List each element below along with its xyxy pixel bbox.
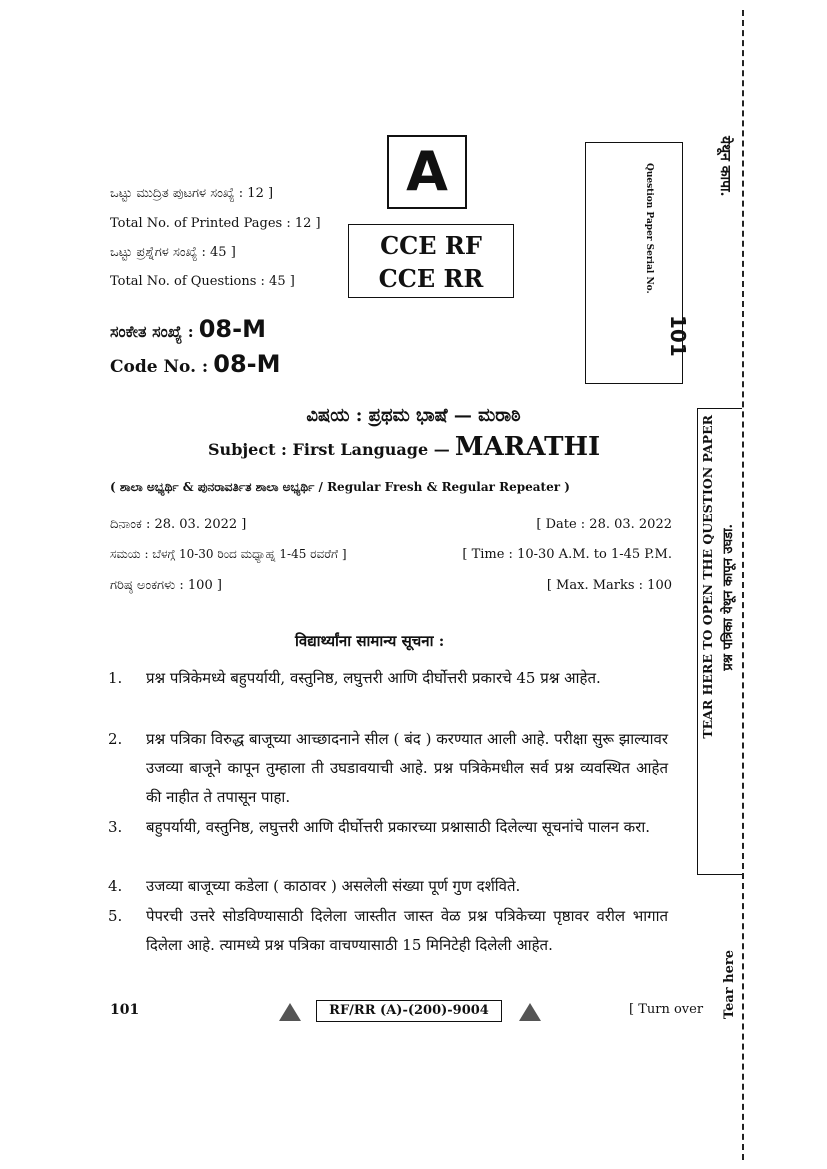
instruction-number: 4. — [108, 877, 123, 895]
en-code-value: 08-M — [213, 350, 281, 378]
turn-over: [ Turn over — [629, 1002, 704, 1017]
tear-line — [742, 10, 744, 1160]
kn-time: ಸಮಯ : ಬೆಳಗ್ಗೆ 10-30 ರಿಂದ ಮಧ್ಯಾಹ್ನ 1-45 ರವರೆಗೆ ] — [110, 547, 347, 561]
instruction-text: पेपरची उत्तरे सोडविण्यासाठी दिलेला जास्तीत जास्त वेळ प्रश्न पत्रिकेच्या पृष्ठावर वरील भागात दिलेला आहे. त्यामध्ये प्रश्न पत्रिका वाचण्यासाठी 15 मिनिटेही दिलेली आहेत. — [146, 907, 668, 954]
en-time: [ Time : 10-30 A.M. to 1-45 P.M. — [462, 547, 672, 562]
en-date: [ Date : 28. 03. 2022 — [536, 517, 672, 532]
en-printed-pages: Total No. of Printed Pages : 12 ] — [110, 216, 321, 231]
tear-box — [697, 408, 742, 875]
instruction-text: उजव्या बाजूच्या कडेला ( काठावर ) असलेली संख्या पूर्ण गुण दर्शविते. — [146, 877, 521, 895]
kn-date: ದಿನಾಂಕ : 28. 03. 2022 ] — [110, 517, 247, 532]
tear-here-label: Tear here — [722, 950, 737, 1020]
kn-marks: ಗರಿಷ್ಠ ಅಂಕಗಳು : 100 ] — [110, 578, 222, 593]
kn-printed-pages: ಒಟ್ಟು ಮುದ್ರಿತ ಪುಟಗಳ ಸಂಖ್ಯೆ : 12 ] — [110, 186, 274, 201]
exam-type-rr: CCE RR — [378, 264, 484, 293]
instruction-number: 5. — [108, 907, 123, 925]
en-marks: [ Max. Marks : 100 — [546, 578, 672, 593]
instruction-number: 3. — [108, 818, 123, 836]
subject-kn: ವಿಷಯ : ಪ್ರಥಮ ಭಾಷೆ — ಮರಾಠಿ — [306, 405, 521, 426]
kn-code-value: 08-M — [198, 315, 266, 343]
version-box: A — [387, 135, 467, 209]
cut-here-marathi: येथून कापा. — [717, 136, 733, 197]
en-total-questions: Total No. of Questions : 45 ] — [110, 274, 295, 289]
instructions-heading: विद्यार्थ्यांना सामान्य सूचना : — [295, 632, 445, 650]
instruction-number: 1. — [108, 669, 123, 687]
tear-instruction-mr: प्रश्न पत्रिका येथून कापून उघडा. — [721, 524, 736, 671]
kn-code-label: ಸಂಕೇತ ಸಂಖ್ಯೆ : — [110, 322, 194, 341]
triangle-right-icon — [519, 1003, 541, 1021]
kn-total-questions: ಒಟ್ಟು ಪ್ರಶ್ನೆಗಳ ಸಂಖ್ಯೆ : 45 ] — [110, 245, 236, 260]
footer-paper-code: RF/RR (A)-(200)-9004 — [316, 1000, 502, 1022]
instruction-number: 2. — [108, 730, 123, 748]
serial-box — [585, 142, 690, 384]
instruction-text: प्रश्न पत्रिकेमध्ये बहुपर्यायी, वस्तुनिष्ठ, लघुत्तरी आणि दीर्घोत्तरी प्रकारचे 45 प्रश्न आहेत. — [146, 669, 601, 687]
kn-code-row — [110, 315, 266, 343]
en-code-label: Code No. : — [110, 357, 209, 377]
exam-type-rf: CCE RF — [380, 231, 482, 260]
instruction-text: प्रश्न पत्रिका विरुद्ध बाजूच्या आच्छादनाने सील ( बंद ) करण्यात आली आहे. परीक्षा सुरू झाल्यावर उजव्या बाजूने कापून तुम्हाला ती उघडावयाची आहे. प्रश्न पत्रिकेमधील सर्व प्रश्न व्यवस्थित आहेत की नाहीत ते तपासून पाहा. — [146, 730, 668, 806]
footer-page-code: 101 — [110, 1002, 140, 1018]
triangle-left-icon — [279, 1003, 301, 1021]
candidate-category: ( ಶಾಲಾ ಅಭ್ಯರ್ಥಿ & ಪುನರಾವರ್ತಿತ ಶಾಲಾ ಅಭ್ಯರ್ಥಿ / Regular Fresh & Regular Repeater ) — [110, 480, 570, 494]
exam-type-box — [348, 224, 514, 298]
subject-en-name: MARATHI — [454, 432, 601, 462]
en-code-row — [110, 350, 281, 378]
serial-label: Question Paper Serial No. — [644, 163, 654, 294]
subject-en-row — [208, 432, 600, 462]
tear-instruction-en: TEAR HERE TO OPEN THE QUESTION PAPER — [700, 415, 715, 739]
serial-number: 101 — [666, 315, 690, 357]
instruction-text: बहुपर्यायी, वस्तुनिष्ठ, लघुत्तरी आणि दीर्घोत्तरी प्रकारच्या प्रश्नासाठी दिलेल्या सूचनांचे पालन करा. — [146, 818, 650, 836]
subject-en-prefix: Subject : First Language — — [208, 440, 450, 459]
